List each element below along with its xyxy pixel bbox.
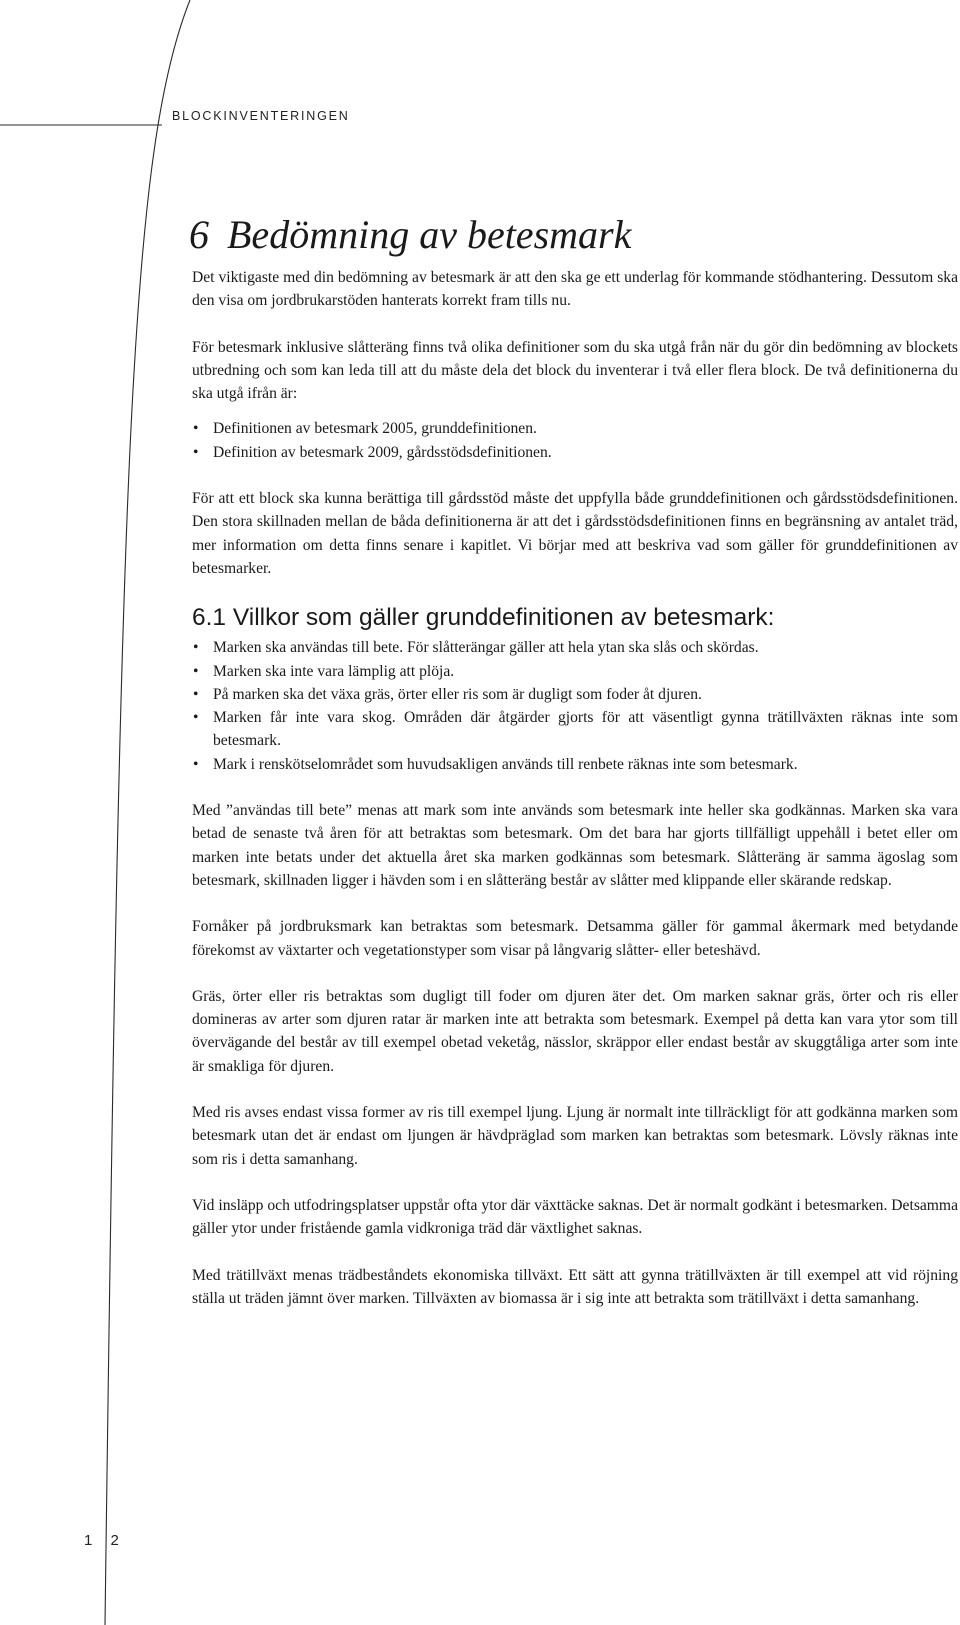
body-paragraph: Gräs, örter eller ris betraktas som dugligt till foder om djuren äter det. Om marken saknar gräs, örter och ris eller domineras av arter som djuren ratar är marken inte att betrakta som betesmark. Exempel på detta kan vara ytor som till övervägande del består av till exempel obetad veketåg, nässlor, skräppor eller endast består av skuggtåliga arter som inte är smakliga för djuren. xyxy=(192,987,958,1075)
intro-paragraph-2: För betesmark inklusive slåtteräng finns två olika definitioner som du ska utgå från när du gör din bedömning av blockets utbredning och som kan leda till att du måste dela det block du inventerar i två eller flera block. De två definitionerna du ska utgå ifrån är: xyxy=(192,338,958,403)
body-paragraph: Vid insläpp och utfodringsplatser uppstår ofta ytor där växttäcke saknas. Det är normalt godkänt i betesmarken. Detsamma gäller ytor under fristående gamla vidkroniga träd där växtlighet saknas. xyxy=(192,1196,958,1238)
page-content xyxy=(189,210,958,1310)
body-paragraph: Med ris avses endast vissa former av ris till exempel ljung. Ljung är normalt inte tillräckligt för att godkänna marken som betesmark utan det är endast om ljungen är hävdpräglad som marken kan betraktas som betesmark. Lövsly räknas inte som ris i detta samanhang. xyxy=(192,1104,958,1168)
definitions-list xyxy=(192,417,958,464)
chapter-title xyxy=(189,210,958,260)
condition-item: • Marken får inte vara skog. Områden där åtgärder gjorts för att väsentligt gynna trätillväxten räknas inte som betesmark. xyxy=(192,706,958,753)
condition-item: • På marken ska det växa gräs, örter eller ris som är dugligt som foder åt djuren. xyxy=(192,683,958,706)
body-paragraph: Fornåker på jordbruksmark kan betraktas som betesmark. Detsamma gäller för gammal åkermark med betydande förekomst av växtarter och vegetationstyper som visar på långvarig slåtter- eller beteshävd. xyxy=(192,918,958,959)
condition-item: • Mark i renskötselområdet som huvudsakligen används till renbete räknas inte som betesmark. xyxy=(192,753,958,776)
definition-item: • Definition av betesmark 2009, gårdsstödsdefinitionen. xyxy=(192,441,958,464)
definition-item: • Definitionen av betesmark 2005, grunddefinitionen. xyxy=(192,417,958,440)
body-paragraph: Med trätillväxt menas trädbeståndets ekonomiska tillväxt. Ett sätt att gynna trätillväxten är till exempel att vid röjning ställa ut träden jämnt över marken. Tillväxten av biomassa är i sig inte att betrakta som trätillväxt i detta samanhang. xyxy=(192,1266,958,1307)
condition-item: • Marken ska inte vara lämplig att plöja. xyxy=(192,660,958,683)
margin-curve xyxy=(105,0,190,1625)
section-heading: 6.1 Villkor som gäller grunddefinitionen av betesmark: xyxy=(192,604,775,632)
running-head: BLOCKINVENTERINGEN xyxy=(172,109,350,123)
intro-paragraph-1: Det viktigaste med din bedömning av betesmark är att den ska ge ett underlag för kommande stödhantering. Dessutom ska den visa om jordbrukarstöden hanterats korrekt fram tills nu. xyxy=(192,269,958,310)
chapter-number: 6 xyxy=(189,212,209,257)
conditions-list xyxy=(192,636,958,776)
chapter-title-text: Bedömning av betesmark xyxy=(227,212,632,257)
after-definitions-paragraph: För att ett block ska kunna berättiga till gårdsstöd måste det uppfylla både grunddefinitionen och gårdsstödsdefinitionen. Den stora skillnaden mellan de båda definitionerna är att det i gårdsstödsdefinitionen finns en begränsning av antalet träd, mer information om detta finns senare i kapitlet. Vi börjar med att beskriva vad som gäller för grunddefinitionen av betesmarker. xyxy=(192,490,958,577)
page-number: 1 2 xyxy=(84,1532,126,1549)
body-paragraph: Med ”användas till bete” menas att mark som inte används som betesmark inte heller ska godkännas. Marken ska vara betad de senaste två åren för att betraktas som betesmark. Om det bara har gjorts tillfälligt uppehåll i betet eller om marken inte betats under det aktuella året ska marken godkännas som betesmark. Slåtteräng är samma ägoslag som betesmark, skillnaden ligger i hävden som i en slåtteräng består av slåtter med klippande eller skärande redskap. xyxy=(192,802,958,889)
condition-item: • Marken ska användas till bete. För slåtterängar gäller att hela ytan ska slås och skördas. xyxy=(192,636,958,659)
